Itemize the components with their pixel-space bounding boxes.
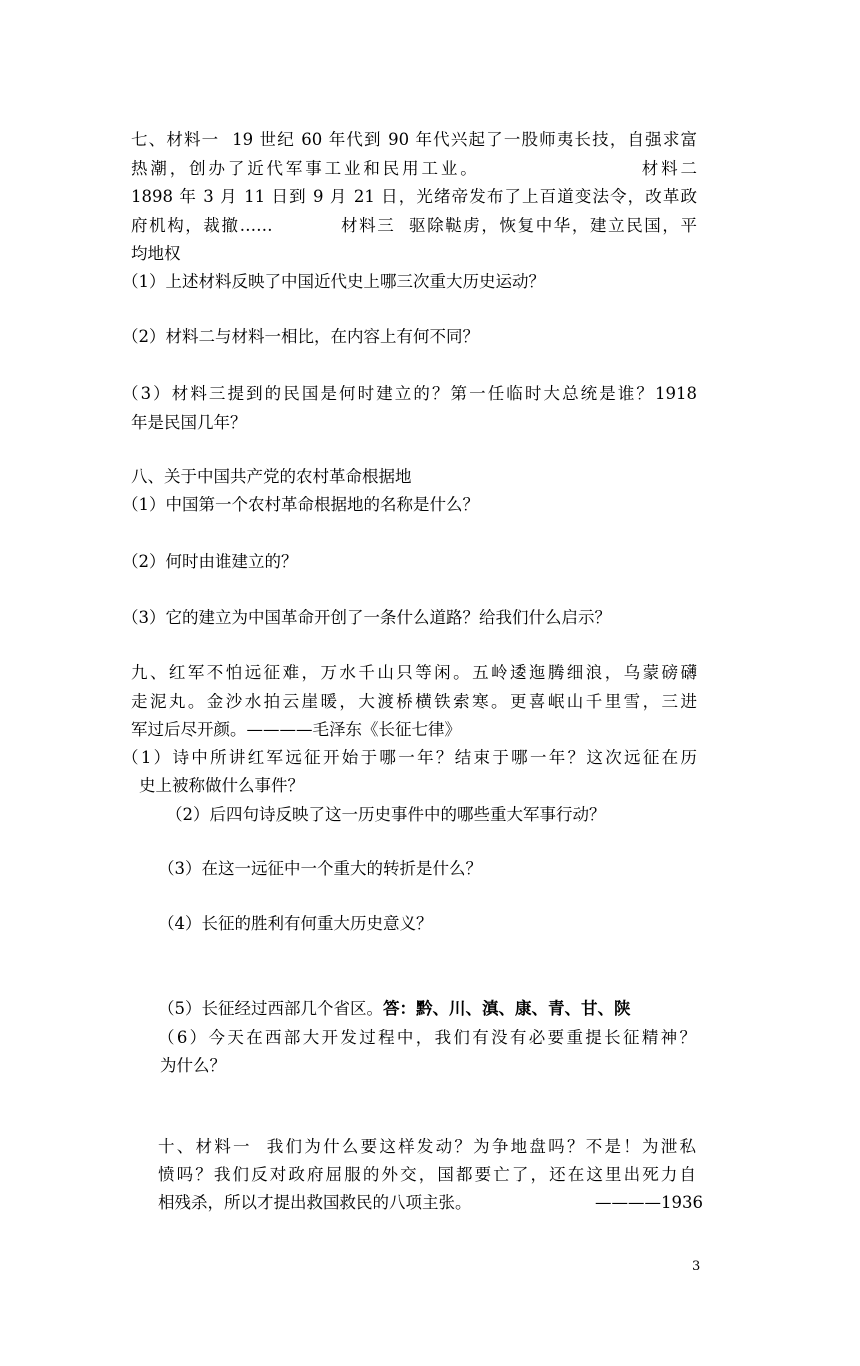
q7-line-1: 七、材料一 19 世纪 60 年代到 90 年代兴起了一股师夷长技，自强求富 (131, 130, 697, 149)
q7-line-5: 均地权 (131, 244, 181, 263)
page-number: 3 (692, 1259, 701, 1274)
q9-sub-5-question: （5）长征经过西部几个省区。 (158, 999, 383, 1018)
q7-line-4: 府机构，裁撤…… 材料三 驱除鞑虏，恢复中华，建立民国，平 (131, 216, 697, 235)
q8-sub-3: （3）它的建立为中国革命开创了一条什么道路？给我们什么启示？ (122, 608, 611, 627)
q10-line-3: 相残杀，所以才提出救国救民的八项主张。 (158, 1193, 472, 1212)
q7-sub-2: （2）材料二与材料一相比，在内容上有何不同？ (122, 327, 479, 346)
q9-line-3: 军过后尽开颜。————毛泽东《长征七律》 (131, 720, 461, 739)
q10-line-1: 十、材料一 我们为什么要这样发动？为争地盘吗？不是！为泄私 (158, 1137, 696, 1156)
q10-source: ————1936 (595, 1193, 703, 1212)
q9-sub-4: （4）长征的胜利有何重大历史意义？ (158, 914, 433, 933)
q7-sub-1: （1）上述材料反映了中国近代史上哪三次重大历史运动？ (122, 272, 545, 291)
q8-sub-2: （2）何时由谁建立的？ (122, 552, 298, 571)
q8-title: 八、关于中国共产党的农村革命根据地 (131, 467, 412, 486)
q9-sub-1-line-1: （1）诗中所讲红军远征开始于哪一年？结束于哪一年？这次远征在历 (122, 748, 697, 767)
q9-sub-2: （2）后四句诗反映了这一历史事件中的哪些重大军事行动？ (166, 805, 606, 824)
q7-line-2: 热潮，创办了近代军事工业和民用工业。 材料二 (131, 159, 697, 178)
q9-sub-6-line-1: （6）今天在西部大开发过程中，我们有没有必要重提长征精神？ (158, 1028, 696, 1047)
q7-sub-3-line-1: （3）材料三提到的民国是何时建立的？第一任临时大总统是谁？1918 (122, 384, 697, 403)
q9-sub-5-answer: 答：黔、川、滇、康、青、甘、陕 (383, 999, 631, 1018)
q9-line-2: 走泥丸。金沙水拍云崖暖，大渡桥横铁索寒。更喜岷山千里雪，三进 (131, 692, 697, 711)
q10-line-2: 愤吗？我们反对政府屈服的外交，国都要亡了，还在这里出死力自 (158, 1165, 696, 1184)
q9-sub-5 (158, 995, 631, 1023)
q7-line-3: 1898 年 3 月 11 日到 9 月 21 日，光绪帝发布了上百道变法令，改革政 (131, 187, 697, 206)
q9-sub-6-line-2: 为什么？ (160, 1056, 226, 1075)
q9-sub-1-line-2: 史上被称做什么事件？ (139, 776, 304, 795)
q9-sub-3: （3）在这一远征中一个重大的转折是什么？ (158, 859, 482, 878)
q9-line-1: 九、红军不怕远征难，万水千山只等闲。五岭逶迤腾细浪，乌蒙磅礴 (131, 663, 697, 682)
q8-sub-1: （1）中国第一个农村革命根据地的名称是什么？ (122, 495, 479, 514)
q7-sub-3-line-2: 年是民国几年？ (131, 413, 247, 432)
